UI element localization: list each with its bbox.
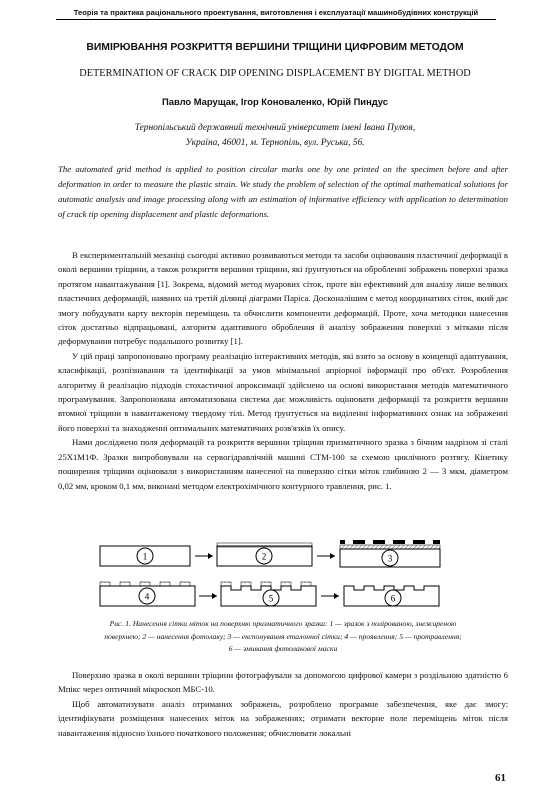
- step-3-exposure: [340, 540, 440, 567]
- title-ukrainian: ВИМІРЮВАННЯ РОЗКРИТТЯ ВЕРШИНИ ТРІЩИНИ ЦИФРОВИМ МЕТОДОМ: [86, 42, 464, 53]
- step-number: 1: [142, 551, 148, 562]
- affiliation-line-2: Україна, 46001, м. Тернопіль, вул. Руська, 56.: [185, 138, 365, 148]
- step-2-photoresist: [217, 543, 312, 566]
- step-number: 4: [144, 591, 150, 602]
- paragraph: Поверхню зразка в околі вершини тріщини фотографували за допомогою цифрової камери з роздільною здатністю 6 Мпікс через оптичний мікроскоп МБС-10.: [58, 670, 508, 695]
- body-text-after-figure: [58, 668, 508, 740]
- body-text-before-figure: [58, 248, 508, 493]
- abstract: The automated grid method is applied to position circular marks one by one printed on the specimen before and after deformation in order to measure the plastic strain. We study the problem of selection of the optimal mathematical solutions for automatic analysis and image processing along with an estimation of informative efficiency with application to determination of crack tip opening displacement and plastic deformations.: [58, 164, 508, 219]
- step-5-etching: [221, 582, 316, 606]
- caption-line: поверхнею; 2 — нанесення фотолаку; 3 — експонування еталонної сітки; 4 — проявлення; 5 — протравлення;: [104, 631, 462, 641]
- caption-line: Рис. 1. Нанесення сітки міток на поверхню призматичного зразка: 1 — зразок з полірованою, знежиреною: [109, 619, 457, 628]
- step-1-specimen: [100, 546, 190, 566]
- step-number: 2: [261, 551, 267, 562]
- affiliation-line-1: Тернопільський державний технічний університет імені Івана Пулюя,: [134, 123, 416, 133]
- authors: Павло Марущак, Ігор Коноваленко, Юрій Пиндус: [162, 96, 388, 107]
- step-number: 6: [390, 593, 396, 604]
- step-number: 3: [387, 553, 393, 564]
- paragraph: Нами досліджено поля деформацій та розкриття вершини тріщини призматичного зразка з бічним надрізом зі сталі 25Х1М1Ф. Зразки випробовували на сервогідравлічній машині СТМ-100 за схемою циклічного розтягу. Кінетику поширення тріщини оцінювали з використанням нанесеної на поверхню сітки міток глибиною 2 — 3 мкм, діаметром 0,02 мм, кроком 0,1 мм, виконані методом електрохімічного контурного травлення, рис. 1.: [58, 437, 508, 491]
- step-number: 5: [268, 593, 274, 604]
- caption-line: 6 — змивання фотолакової маски: [228, 644, 338, 653]
- paragraph: Щоб автоматизувати аналіз отриманих зображень, розроблено програмне забезпечення, яке дає змогу: ідентифікувати розміщення нанесених міток на зображеннях; отримати векторне поле переміщень міток після навантаження відносно їхнього початкового положення; обчислювати локальні: [58, 698, 508, 738]
- step-4-development: [100, 582, 195, 606]
- paragraph: У цій праці запропоновано програму реалізацію інтерактивних методів, які взято за основу в концепції адаптування, класифікації, розпізнавання та ідентифікації за умов мінімальної апріорної інформації про об'єкт. Розроблення алгоритму й реалізацію підходів стохастичної апроксимації здійснено на основі використання методів математичного програмування. Запропонована автоматизована система дає можливість оцінювати деформації та розкриття вершини втомної тріщини в навантаженому твердому тілі. Метод ґрунтується на виділенні інформативних ознак на зображенні його поверхні та знаходженні оптимальних математичних розв'язків їх опису.: [58, 350, 508, 433]
- title-english: DETERMINATION OF CRACK DIP OPENING DISPLACEMENT BY DIGITAL METHOD: [79, 68, 471, 79]
- page-number: 61: [495, 772, 506, 784]
- figure-caption: [58, 618, 508, 656]
- step-6-mask-removal: [344, 586, 439, 606]
- figure-1-process-diagram: [95, 540, 475, 615]
- paragraph: В експериментальній механіці сьогодні активно розвиваються методи та засоби оцінювання пластичної деформації в околі вершини тріщини, а також розкриття вершини тріщини, які ґрунтуються на обробленні зображень поверхні зразка протягом навантажування [1]. Зокрема, відомий метод муарових сіток, проте він ефективний для аналізу лише великих пластичних деформацій, наявних на третій ділянці діаграми Паріса. Досконалішим є метод координатних сіток, який дає змогу побудувати карту векторів переміщень та обчислити компоненти деформацій. Проте, хоча методики нанесення сіток достатньо відпрацьовані, алгоритм адаптивного оброблення й аналізу зображення поверхні з мітками після деформування потребує подальшого розвитку [1].: [58, 250, 508, 347]
- running-header: Теорія та практика раціонального проектування, виготовлення і експлуатації машинобудівних конструкцій: [56, 8, 496, 20]
